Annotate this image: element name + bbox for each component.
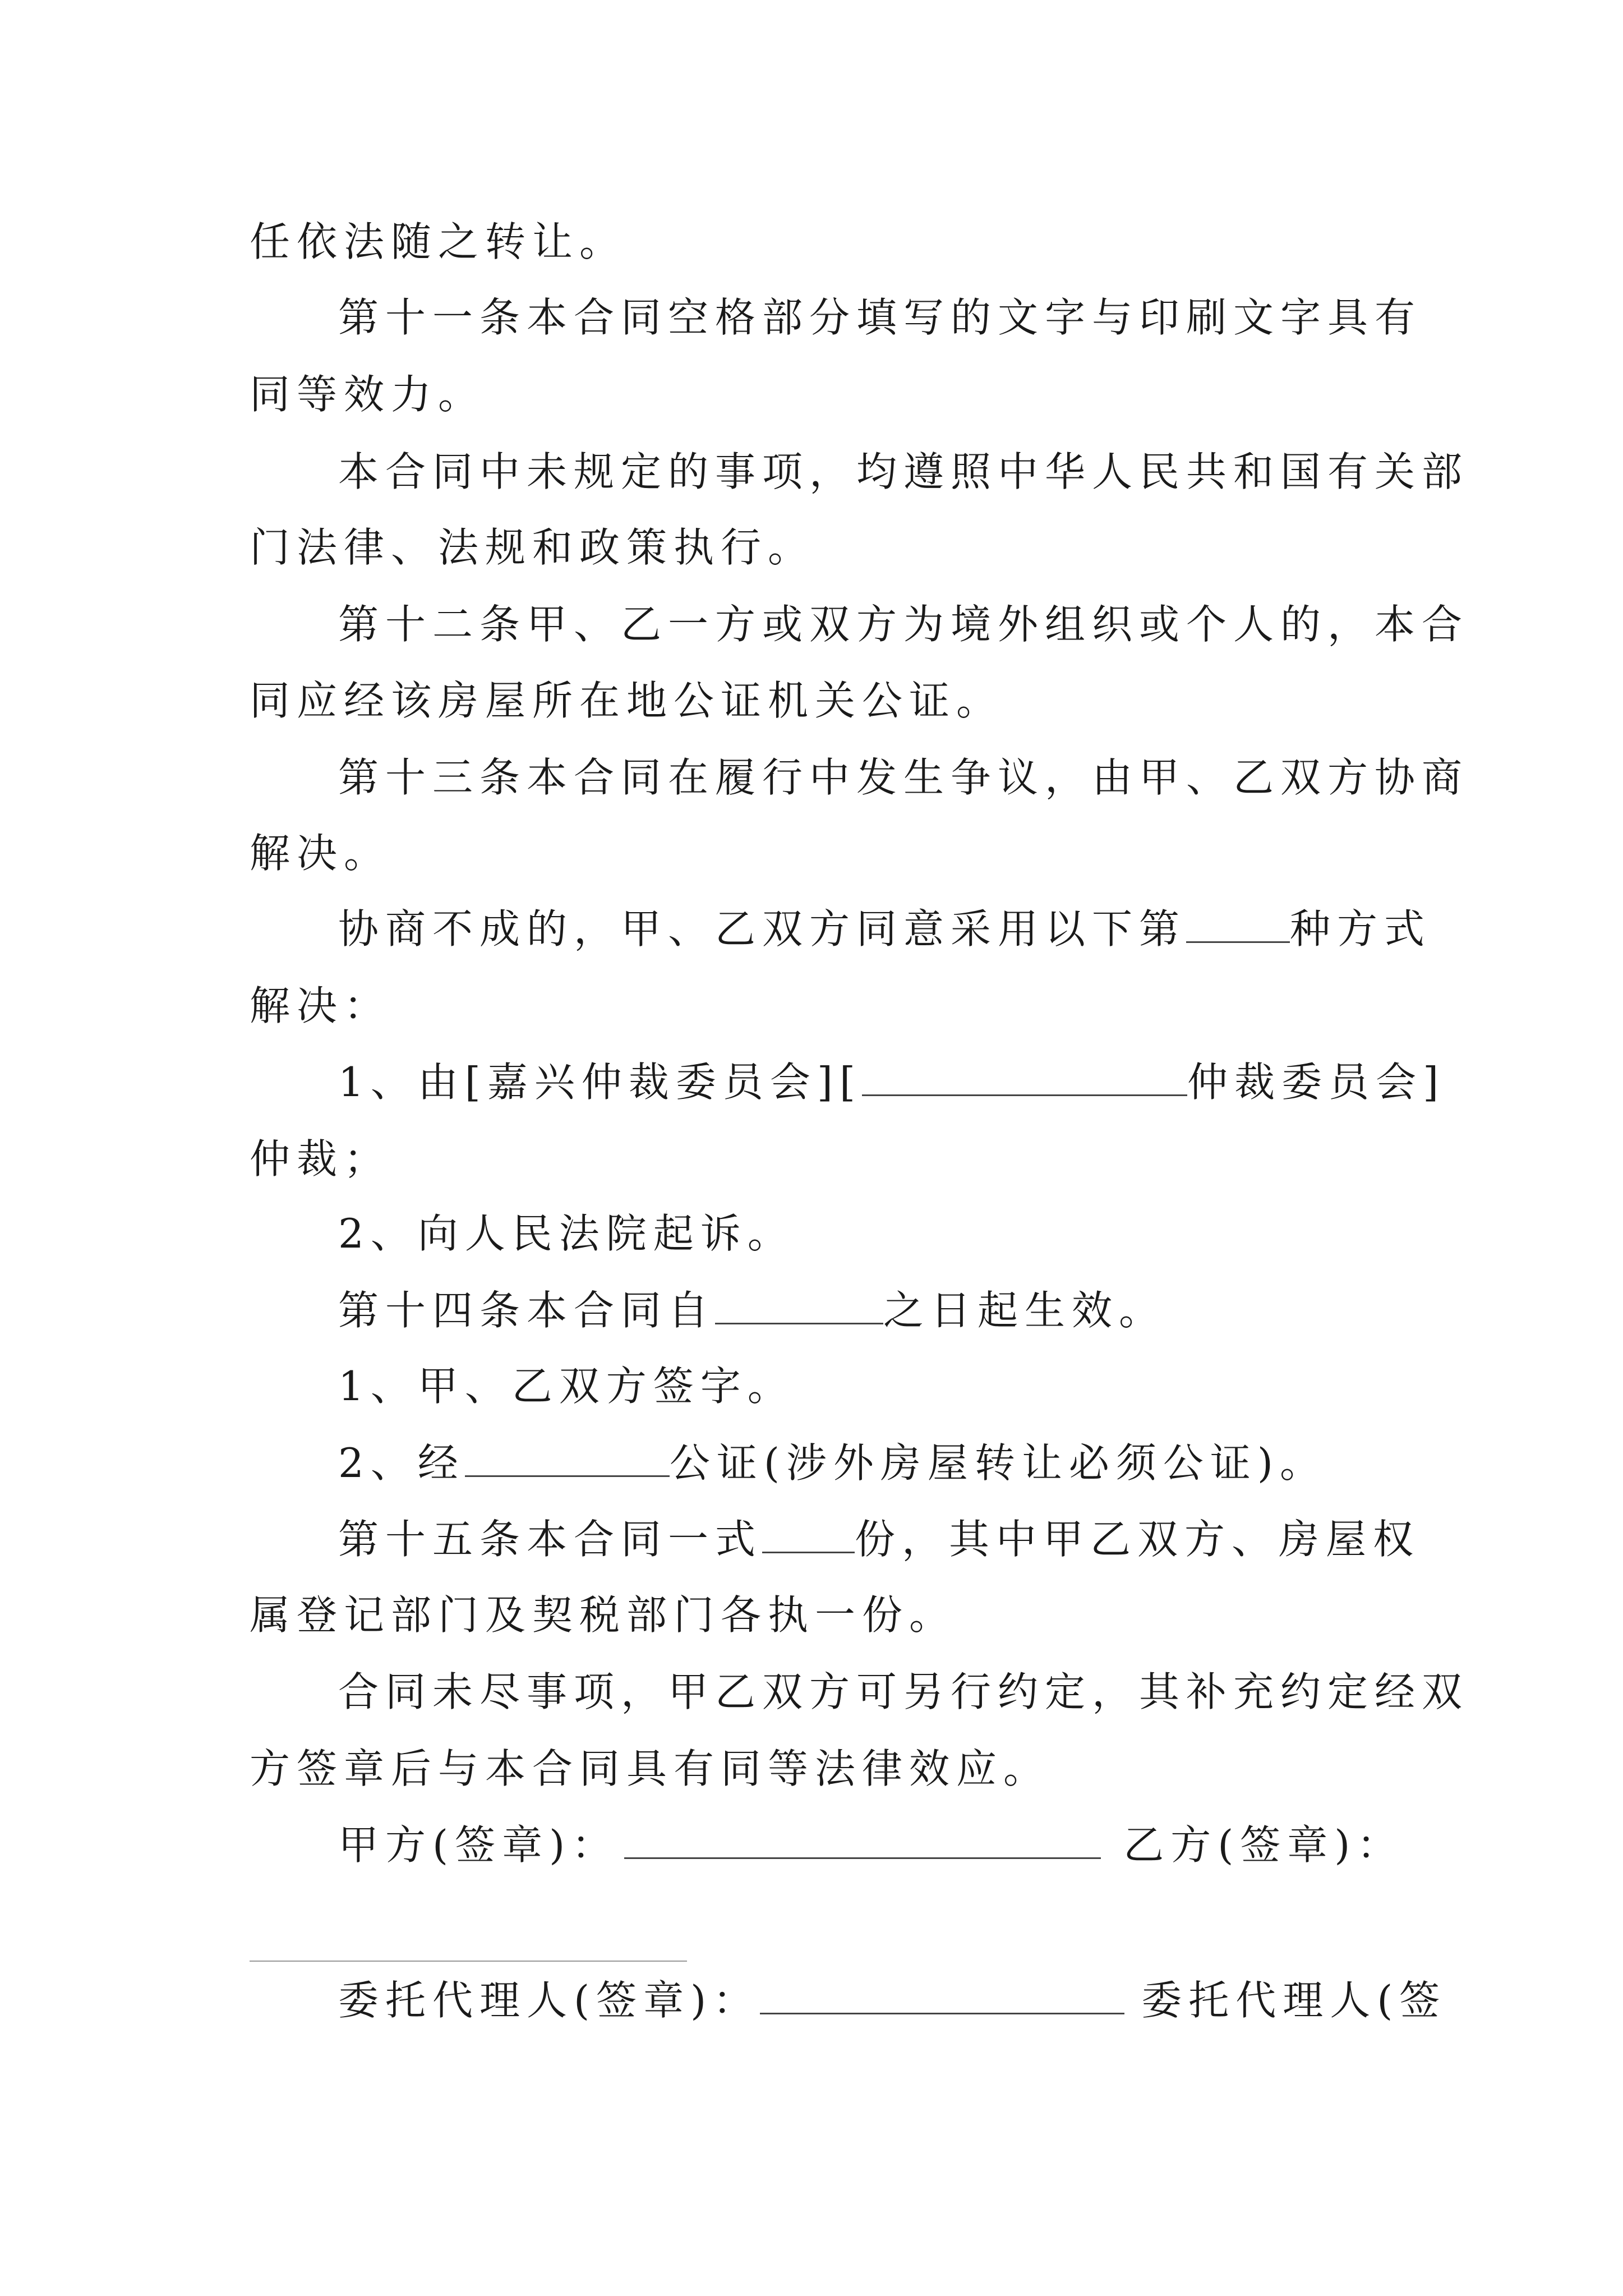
lawsuit-option: 2、向人民法院起诉。 <box>338 1210 795 1257</box>
dispute-option-line: 协商不成的，甲、乙双方同意采用以下第 种方式 <box>338 905 1432 953</box>
text-line: 仲裁； <box>250 1135 391 1182</box>
text-line: 本合同中未规定的事项，均遵照中华人民共和国有关部 <box>338 448 1469 495</box>
article-12: 第十二条甲、乙一方或双方为境外组织或个人的，本合 <box>338 601 1469 648</box>
blank-field <box>715 1322 883 1324</box>
arbitration-option: 1、由[嘉兴仲裁委员会][ 仲裁委员会] <box>338 1059 1446 1106</box>
supplement-clause: 合同未尽事项，甲乙双方可另行约定，其补充约定经双 <box>338 1668 1469 1715</box>
text-line: 解决： <box>250 982 391 1029</box>
signature-blank-party-a <box>624 1857 1101 1859</box>
blank-field <box>762 1551 855 1553</box>
signature-blank-party-b <box>250 1961 687 1962</box>
blank-field <box>465 1475 670 1477</box>
text-line: 解决。 <box>250 830 391 877</box>
signature-line-agents: 委托代理人(签章)： 委托代理人(签 <box>338 1977 1447 2024</box>
text-line: 门法律、法规和政策执行。 <box>250 524 815 571</box>
text-line: 同等效力。 <box>250 371 486 418</box>
article-11: 第十一条本合同空格部分填写的文字与印刷文字具有 <box>338 294 1422 341</box>
article-13: 第十三条本合同在履行中发生争议，由甲、乙双方协商 <box>338 754 1469 801</box>
text-line: 方签章后与本合同具有同等法律效应。 <box>250 1745 1051 1792</box>
article-15: 第十五条本合同一式 份，其中甲乙双方、房屋权 <box>338 1516 1421 1563</box>
effect-condition-1: 1、甲、乙双方签字。 <box>338 1363 795 1410</box>
blank-field <box>862 1094 1187 1096</box>
text-line: 任依法随之转让。 <box>250 218 627 265</box>
signature-line-parties: 甲方(签章)： 乙方(签章)： <box>338 1821 1404 1869</box>
blank-field <box>1186 941 1290 943</box>
signature-blank-agent-a <box>760 2012 1124 2014</box>
effect-condition-2: 2、经 公证(涉外房屋转让必须公证)。 <box>338 1439 1327 1487</box>
text-line: 同应经该房屋所在地公证机关公证。 <box>250 677 1004 724</box>
article-14: 第十四条本合同自 之日起生效。 <box>338 1287 1166 1334</box>
text-line: 属登记部门及契税部门各执一份。 <box>250 1591 957 1639</box>
